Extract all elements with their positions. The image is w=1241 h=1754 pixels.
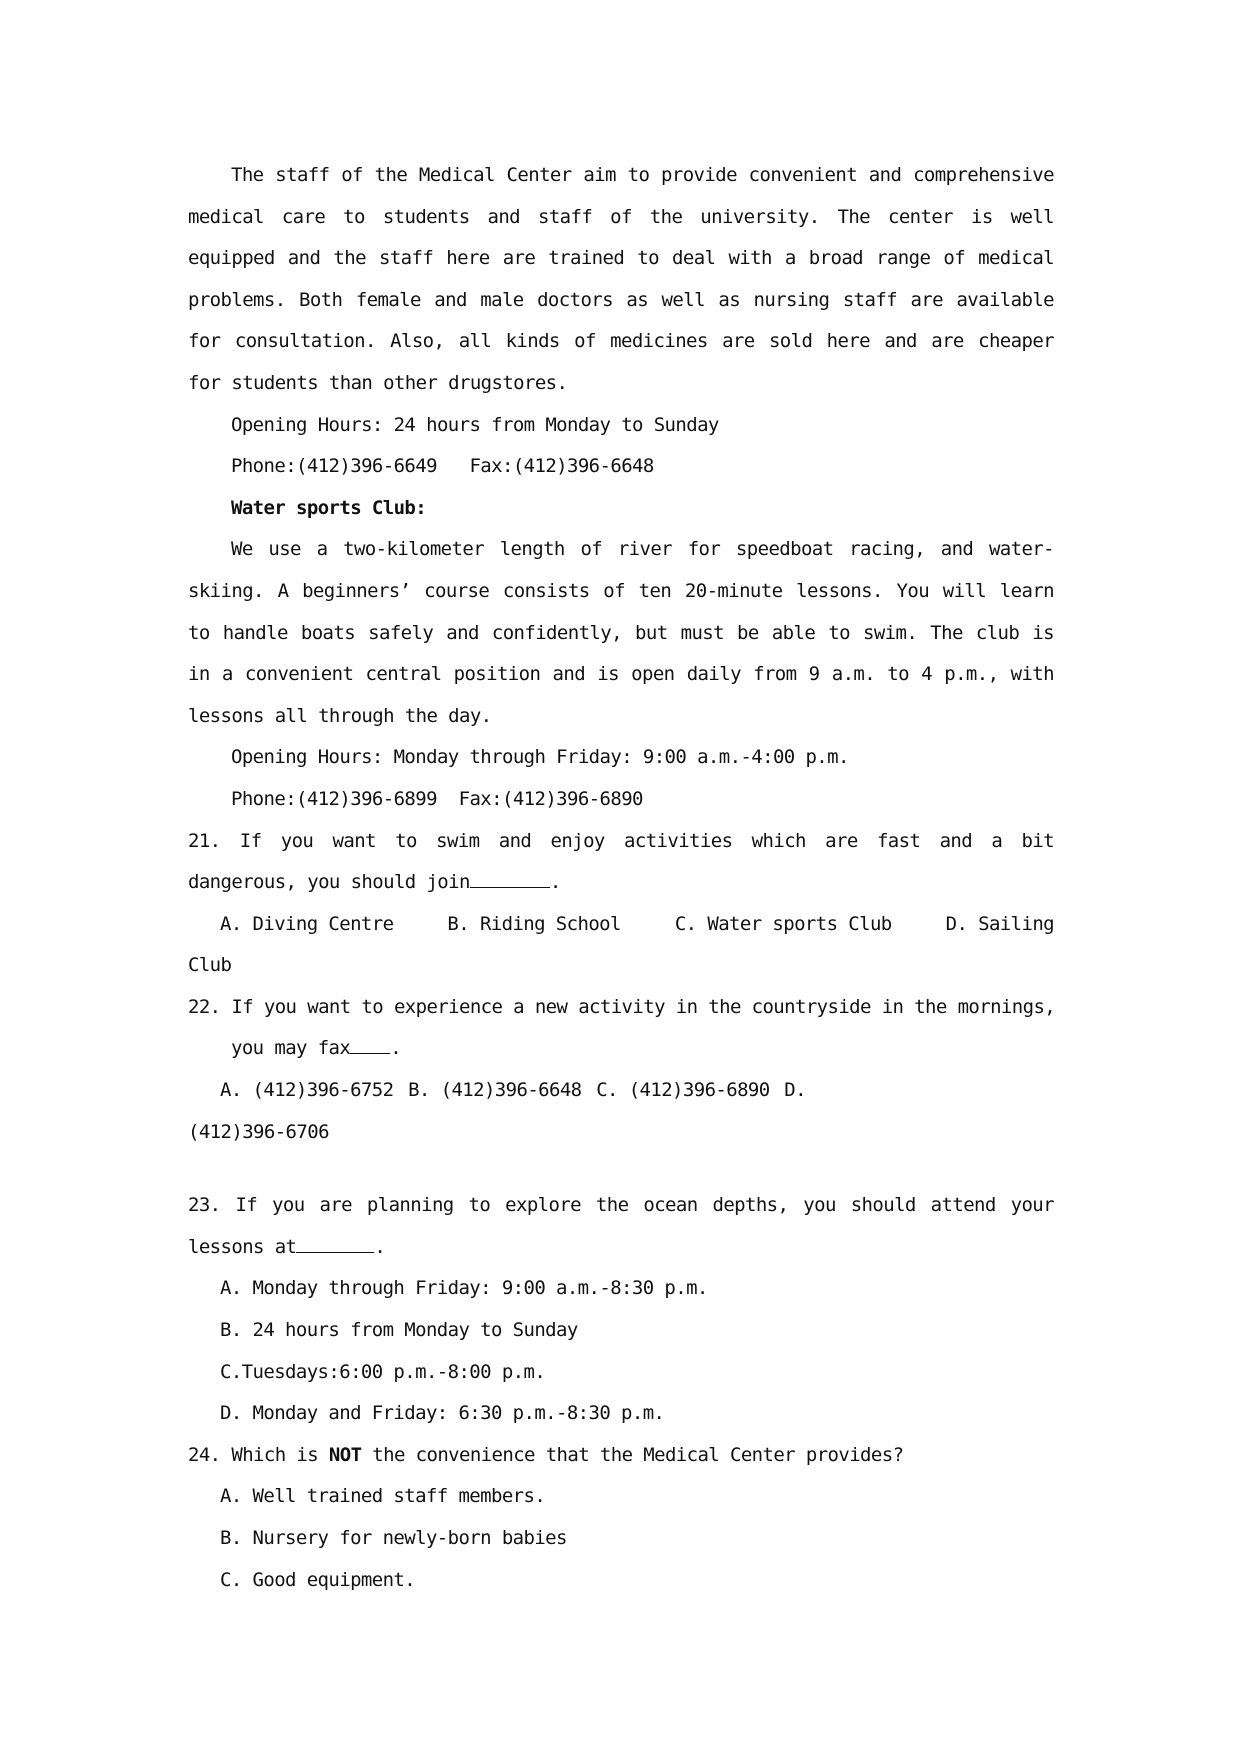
question-21-end: .: [549, 871, 561, 894]
question-24-option-a: A. Well trained staff members.: [220, 1485, 546, 1508]
question-21-stem: 21. If you want to swim and enjoy activities which are fast and a bit dangerous, you should join: [188, 829, 1054, 894]
water-sports-contact: Phone:(412)396-6899 Fax:(412)396-6890: [231, 787, 643, 810]
question-23-stem: 23. If you are planning to explore the ocean depths, you should attend your lessons at: [188, 1194, 1054, 1258]
water-sports-hours: Opening Hours: Monday through Friday: 9:00 a.m.-4:00 p.m.: [231, 746, 849, 769]
answer-blank: [470, 886, 550, 888]
question-23-option-d: D. Monday and Friday: 6:30 p.m.-8:30 p.m.: [220, 1402, 665, 1425]
question-22-option-wrap: (412)396-6706: [188, 1120, 329, 1143]
water-sports-heading: Water sports Club:: [231, 496, 427, 519]
question-22-end: .: [390, 1037, 402, 1060]
question-23-option-b: B. 24 hours from Monday to Sunday: [220, 1319, 578, 1342]
question-21-options: [188, 904, 1054, 946]
spacer: [188, 1153, 1054, 1185]
water-sports-paragraph: We use a two-kilometer length of river for speedboat racing, and water-skiing. A beginners’ course consists of ten 20-minute lessons. You will learn to handle boats safely and confidently, but must be able to swim. The club is in a convenient central position and is open daily from 9 a.m. to 4 p.m., with lessons all through the day.: [188, 538, 1054, 727]
option-c: C. Water sports Club: [674, 912, 892, 935]
option-a: A. Diving Centre: [220, 912, 394, 935]
question-24-stem-post: the convenience that the Medical Center provides?: [361, 1443, 904, 1466]
medical-center-contact: Phone:(412)396-6649 Fax:(412)396-6648: [231, 455, 654, 478]
question-22-line2: [188, 1028, 1054, 1070]
question-24-stem-pre: 24. Which is: [188, 1443, 329, 1466]
option-d: D. Sailing: [945, 912, 1054, 935]
medical-center-hours: Opening Hours: 24 hours from Monday to Sunday: [231, 413, 719, 436]
answer-blank: [350, 1052, 390, 1054]
question-21-option-wrap: Club: [188, 954, 232, 977]
option-d: D.: [784, 1079, 806, 1102]
option-b: B. Riding School: [447, 912, 621, 935]
question-24-option-c: C. Good equipment.: [220, 1568, 416, 1591]
question-24-stem-bold: NOT: [328, 1443, 362, 1466]
exam-page: [188, 155, 1054, 1601]
question-22-line1: 22. If you want to experience a new activity in the countryside in the mornings,: [188, 995, 1056, 1018]
option-c: C. (412)396-6890: [596, 1079, 770, 1102]
question-23-option-a: A. Monday through Friday: 9:00 a.m.-8:30 p.m.: [220, 1277, 708, 1300]
question-24: [188, 1435, 1054, 1477]
question-21: [188, 821, 1054, 904]
question-23-option-c: C.Tuesdays:6:00 p.m.-8:00 p.m.: [220, 1360, 546, 1383]
option-a: A. (412)396-6752: [220, 1079, 394, 1102]
medical-center-paragraph: The staff of the Medical Center aim to provide convenient and comprehensive medical care to students and staff of the university. The center is well equipped and the staff here are trained to deal with a broad range of medical problems. Both female and male doctors as well as nursing staff are available for consultation. Also, all kinds of medicines are sold here and are cheaper for students than other drugstores.: [188, 164, 1054, 394]
option-b: B. (412)396-6648: [408, 1079, 582, 1102]
question-24-option-b: B. Nursery for newly-born babies: [220, 1527, 567, 1549]
question-22-stem: you may fax: [231, 1037, 351, 1060]
question-23-end: .: [374, 1235, 386, 1258]
question-23: [188, 1185, 1054, 1268]
question-22-options: [188, 1070, 1054, 1112]
answer-blank: [296, 1251, 374, 1253]
